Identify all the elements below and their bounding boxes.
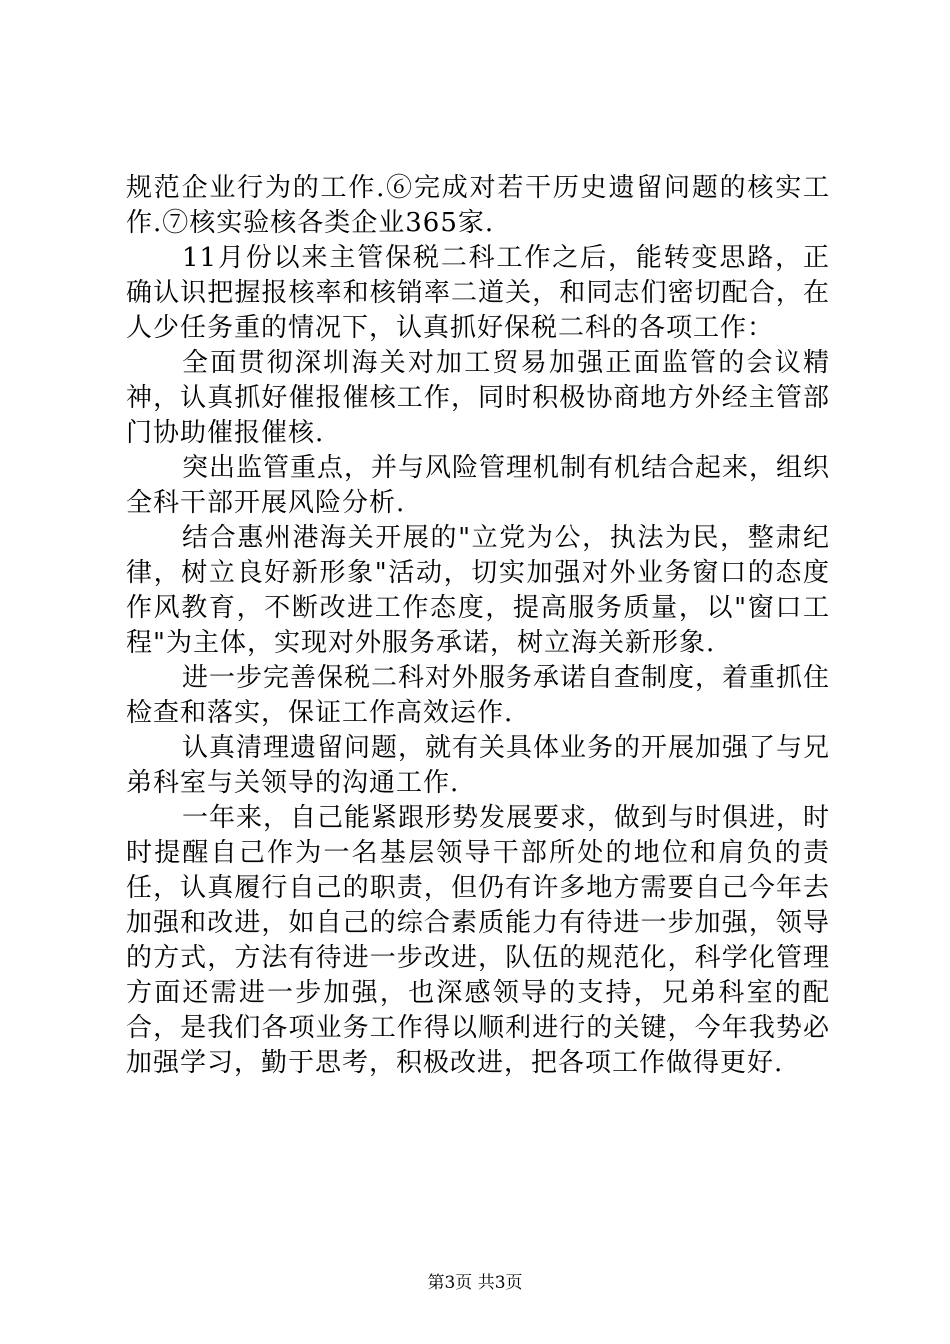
paragraph-window-service: 结合惠州港海关开展的"立党为公，执法为民，整肃纪律，树立良好新形象"活动，切实加强对外业务窗口的态度作风教育，不断改进工作态度，提高服务质量，以"窗口工程"为主体，实现对外服务承诺，树立海关新形象. xyxy=(126,523,830,658)
paragraph-conclusion: 一年来，自己能紧跟形势发展要求，做到与时俱进，时时提醒自己作为一名基层领导干部所处的地位和肩负的责任，认真履行自己的职责，但仍有许多地方需要自己今年去加强和改进，如自己的综合素质能力有待进一步加强，领导的方式，方法有待进一步改进，队伍的规范化，科学化管理方面还需进一步加强，也深感领导的支持，兄弟科室的配合，是我们各项业务工作得以顺利进行的关键，今年我势必加强学习，勤于思考，积极改进，把各项工作做得更好. xyxy=(126,803,831,1078)
paragraph-self-inspection: 进一步完善保税二科对外服务承诺自查制度，着重抓住检查和落实，保证工作高效运作. xyxy=(126,663,831,728)
paragraph-supervision-meeting: 全面贯彻深圳海关对加工贸易加强正面监管的会议精神，认真抓好催报催核工作，同时积极协商地方外经主管部门协助催报催核. xyxy=(126,348,830,448)
paragraph-work-summary: 11月份以来主管保税二科工作之后，能转变思路，正确认识把握报核率和核销率二道关，和同志们密切配合，在人少任务重的情况下，认真抓好保税二科的各项工作： xyxy=(126,243,830,343)
paragraph-continuation: 规范企业行为的工作.⑥完成对若干历史遗留问题的核实工作.⑦核实验核各类企业365家. xyxy=(126,173,830,238)
document-body xyxy=(126,171,830,1081)
page-footer: 第3页 共3页 xyxy=(427,1273,523,1293)
paragraph-legacy-issues: 认真清理遗留问题，就有关具体业务的开展加强了与兄弟科室与关领导的沟通工作. xyxy=(126,733,831,798)
paragraph-risk-analysis: 突出监管重点，并与风险管理机制有机结合起来，组织全科干部开展风险分析. xyxy=(126,453,831,518)
